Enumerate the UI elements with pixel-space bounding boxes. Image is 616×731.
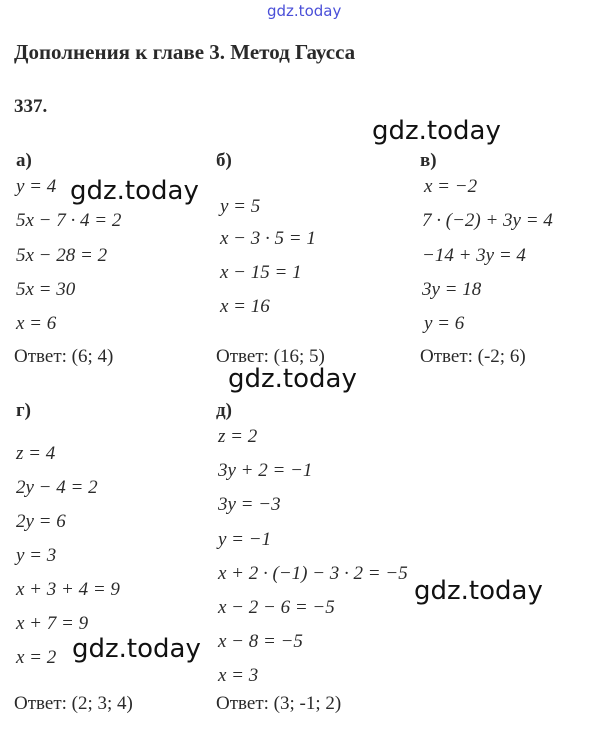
watermark: gdz.today [228, 364, 357, 394]
part-d-line: x − 2 − 6 = −5 [218, 597, 335, 618]
part-b-line: y = 5 [220, 196, 261, 217]
part-d-line: x + 2 · (−1) − 3 · 2 = −5 [218, 563, 408, 584]
part-v-label: в) [420, 150, 437, 171]
part-b-answer: Ответ: (16; 5) [216, 346, 325, 367]
part-v-answer: Ответ: (-2; 6) [420, 346, 526, 367]
part-d-line: y = −1 [218, 529, 272, 550]
part-g-line: x + 7 = 9 [16, 613, 89, 634]
part-g-line: 2y = 6 [16, 511, 66, 532]
part-v-line: −14 + 3y = 4 [422, 245, 526, 266]
part-d-line: x = 3 [218, 665, 259, 686]
page-title: Дополнения к главе 3. Метод Гаусса [14, 40, 356, 64]
part-b-line: x − 15 = 1 [220, 262, 302, 283]
part-v-line: 7 · (−2) + 3y = 4 [422, 210, 553, 231]
part-a-line: x = 6 [16, 313, 57, 334]
part-v-line: y = 6 [424, 313, 465, 334]
part-d-line: 3y + 2 = −1 [218, 460, 313, 481]
watermark: gdz.today [372, 116, 501, 146]
part-g-line: y = 3 [16, 545, 57, 566]
part-g-label: г) [16, 400, 31, 421]
part-d-line: x − 8 = −5 [218, 631, 303, 652]
part-a-line: 5x − 28 = 2 [16, 245, 108, 266]
watermark: gdz.today [72, 634, 201, 664]
part-v-line: x = −2 [424, 176, 478, 197]
watermark: gdz.today [70, 176, 199, 206]
part-g-line: x + 3 + 4 = 9 [16, 579, 120, 600]
part-d-label: д) [216, 400, 232, 421]
part-d-line: z = 2 [218, 426, 258, 447]
part-a-line: 5x = 30 [16, 279, 76, 300]
part-b-line: x = 16 [220, 296, 270, 317]
watermark: gdz.today [414, 576, 543, 606]
part-g-line: 2y − 4 = 2 [16, 477, 98, 498]
problem-number: 337. [14, 96, 48, 117]
part-d-answer: Ответ: (3; -1; 2) [216, 693, 342, 714]
part-d-line: 3y = −3 [218, 494, 281, 515]
part-g-answer: Ответ: (2; 3; 4) [14, 693, 133, 714]
part-g-line: x = 2 [16, 647, 57, 668]
part-a-line: y = 4 [16, 176, 57, 197]
part-b-line: x − 3 · 5 = 1 [220, 228, 316, 249]
part-v-line: 3y = 18 [422, 279, 482, 300]
watermark-top: gdz.today [267, 2, 342, 20]
part-b-label: б) [216, 150, 232, 171]
part-g-line: z = 4 [16, 443, 56, 464]
part-a-label: а) [16, 150, 32, 171]
part-a-answer: Ответ: (6; 4) [14, 346, 114, 367]
part-a-line: 5x − 7 · 4 = 2 [16, 210, 122, 231]
